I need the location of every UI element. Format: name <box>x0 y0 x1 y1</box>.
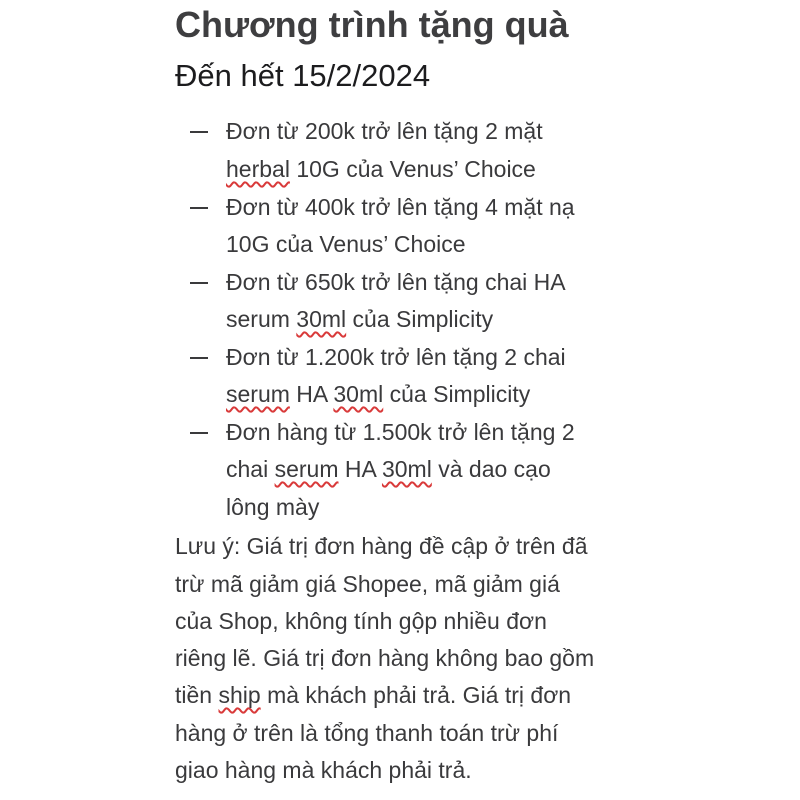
dash-bullet <box>190 131 208 133</box>
note-line: hàng ở trên là tổng thanh toán trừ phí <box>175 720 559 746</box>
list-item-line: Đơn từ 650k trở lên tặng chai HA <box>226 269 566 295</box>
list-item-line: Đơn hàng từ 1.500k trở lên tặng 2 <box>226 419 575 445</box>
text-run: HA <box>289 381 334 407</box>
list-item-line: 10G của Venus’ Choice <box>226 231 466 257</box>
list-item-line <box>226 454 551 484</box>
list-item-line <box>226 154 536 184</box>
text-run: chai <box>226 456 275 482</box>
misspelled-word: serum <box>274 456 339 482</box>
note-line: của Shop, không tính gộp nhiều đơn <box>175 608 547 634</box>
text-run: HA <box>338 456 382 482</box>
misspelled-word: 30ml <box>381 456 432 482</box>
misspelled-word: herbal <box>226 156 290 182</box>
misspelled-word: 30ml <box>296 306 347 332</box>
note-line: giao hàng mà khách phải trả. <box>175 757 472 783</box>
dash-bullet <box>190 282 208 284</box>
list-item-line: Đơn từ 400k trở lên tặng 4 mặt nạ <box>226 194 575 220</box>
text-run: tiền <box>175 682 219 708</box>
list-item-line: lông mày <box>226 494 320 520</box>
note-line <box>175 680 571 710</box>
misspelled-word: ship <box>218 682 261 708</box>
misspelled-word: 30ml <box>333 381 384 407</box>
text-run: của Simplicity <box>383 381 531 407</box>
text-run: serum <box>226 306 297 332</box>
note-line: riêng lẽ. Giá trị đơn hàng không bao gồm <box>175 645 595 671</box>
list-item-line: Đơn từ 200k trở lên tặng 2 mặt <box>226 118 543 144</box>
subtitle-deadline: Đến hết 15/2/2024 <box>175 58 431 93</box>
dash-bullet <box>190 357 208 359</box>
dash-bullet <box>190 432 208 434</box>
text-run: 10G của Venus’ Choice <box>289 156 536 182</box>
dash-bullet <box>190 207 208 209</box>
text-run: và dao cạo <box>431 456 551 482</box>
text-run: mà khách phải trả. Giá trị đơn <box>260 682 572 708</box>
text-run: của Simplicity <box>346 306 494 332</box>
list-item-line <box>226 379 530 409</box>
note-line: trừ mã giảm giá Shopee, mã giảm giá <box>175 571 560 597</box>
title: Chương trình tặng quà <box>175 4 569 45</box>
list-item-line <box>226 304 493 334</box>
list-item-line: Đơn từ 1.200k trở lên tặng 2 chai <box>226 344 566 370</box>
misspelled-word: serum <box>226 381 290 407</box>
note-line: Lưu ý: Giá trị đơn hàng đề cập ở trên đã <box>175 533 588 559</box>
